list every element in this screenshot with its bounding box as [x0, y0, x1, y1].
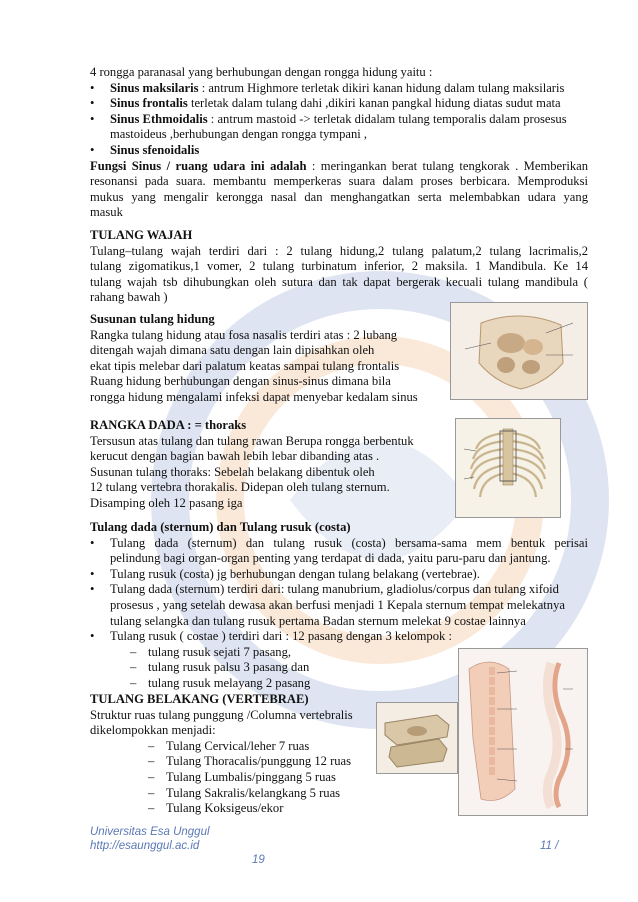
section-heading: TULANG WAJAH: [90, 228, 193, 242]
vertebra-illustration: [377, 703, 457, 773]
fungsi-line: [90, 159, 588, 175]
footer-page-total: 19: [252, 854, 265, 866]
bullet-mark: •: [90, 96, 95, 111]
bullet-text: Tulang rusuk ( costae ) terdiri dari : 12 pasang dengan 3 kelompok :: [110, 629, 452, 644]
sinus-desc-cont: mastoideus ,berhubungan dengan rongga tympani ,: [110, 127, 368, 142]
thorax-figure: [455, 418, 561, 518]
footer-page-number: 11 /: [540, 840, 559, 852]
dash-mark: –: [148, 785, 155, 800]
fungsi-text: mukus yang mengalir kerongga nasal dan menghangatkan serta melembabkan udara yang: [90, 189, 588, 204]
fungsi-term: Fungsi Sinus / ruang udara ini adalah: [90, 158, 307, 173]
bullet-text: Tulang rusuk (costa) jg berhubungan dengan tulang belakang (vertebrae).: [110, 566, 480, 581]
bullet-mark: •: [90, 535, 95, 550]
list-item: [90, 770, 390, 786]
dash-text: Tulang Lumbalis/pinggang 5 ruas: [166, 769, 336, 784]
dash-mark: –: [148, 769, 155, 784]
paragraph-line: dikelompokkan menjadi:: [90, 723, 216, 738]
paragraph-line: Rangka tulang hidung atau fosa nasalis terdiri atas : 2 lubang: [90, 327, 398, 342]
footer-url[interactable]: http://esaunggul.ac.id: [90, 840, 200, 852]
bullet-text: tulang selangka dan tulang rusuk pertama Badan sternum melekat 9 costae lainnya: [110, 613, 526, 628]
bullet-mark: •: [90, 111, 95, 126]
tulang-wajah-section: [90, 228, 588, 306]
list-item: [90, 536, 588, 567]
dash-mark: –: [130, 660, 137, 675]
paragraph-line: tulang zigomatikus,1 vomer, 2 tulang turbinatum inferior, 2 maksila. 1 Mandibula. Ke 14: [90, 259, 588, 274]
paragraph-line: 12 tulang vertebra thorakalis. Didepan oleh tulang sternum.: [90, 480, 390, 495]
paragraph-line: Tulang–tulang wajah terdiri dari : 2 tulang hidung,2 tulang palatum,2 tulang lacrimalis,2: [90, 243, 588, 258]
list-item: [90, 754, 390, 770]
fungsi-text: masuk: [90, 205, 123, 220]
dash-text: Tulang Cervical/leher 7 ruas: [166, 738, 310, 753]
dash-mark: –: [148, 801, 155, 816]
paragraph-line: kerucut dengan bagian bawah lebih lebar dibanding atas .: [90, 449, 380, 464]
paragraph-line: Tersusun atas tulang dan tulang rawan Berupa rongga berbentuk: [90, 433, 414, 448]
list-item: [90, 143, 588, 159]
sinus-term: Sinus maksilaris: [110, 80, 199, 95]
spinal-column-illustration: [459, 649, 587, 815]
bullet-mark: •: [90, 80, 95, 95]
dash-mark: –: [148, 738, 155, 753]
list-item: [90, 739, 390, 755]
bullet-text: pelindung bagi organ-organ penting yang terdapat di dada, yaitu paru-paru dan jantung.: [110, 551, 551, 566]
fungsi-text: resonansi pada suara. membantu memperkeras suara dalam proses berbicara. Memproduksi: [90, 174, 588, 189]
tulang-hidung-section: [90, 312, 450, 406]
ribcage-illustration: [456, 419, 560, 517]
bullet-text: Tulang dada (sternum) dan tulang rusuk (costa) bersama-sama mem bentuk perisai: [110, 535, 588, 550]
list-item: [90, 112, 588, 143]
paragraph-line: ditengah wajah dimana satu dengan lain dipisahkan oleh: [90, 343, 375, 358]
section-heading: Susunan tulang hidung: [90, 312, 215, 326]
section-heading: RANGKA DADA : = thoraks: [90, 418, 247, 432]
dash-text: tulang rusuk melayang 2 pasang: [148, 675, 311, 690]
bullet-text: prosesus , yang setelah dewasa akan berfusi menjadi 1 Kepala sternum tempat melekatnya: [110, 597, 565, 612]
sinus-desc: : antrum mastoid -> terletak didalam tulang temporalis dalam prosesus: [207, 111, 567, 126]
list-item: [90, 96, 588, 112]
fungsi-text: : meringankan berat tulang tengkorak . Memberikan: [306, 158, 589, 173]
tulang-belakang-section: [90, 692, 390, 817]
section-heading: Tulang dada (sternum) dan Tulang rusuk (costa): [90, 520, 351, 534]
list-item: [90, 567, 588, 583]
sinus-term: Sinus Ethmoidalis: [110, 111, 208, 126]
sinus-desc: : antrum Highmore terletak dikiri kanan hidung dalam tulang maksilaris: [198, 80, 565, 95]
paragraph-line: Disamping oleh 12 pasang iga: [90, 495, 243, 510]
dash-text: tulang rusuk sejati 7 pasang,: [148, 644, 292, 659]
bullet-mark: •: [90, 566, 95, 581]
sinus-desc: terletak dalam tulang dahi ,dikiri kanan pangkal hidung diatas sudut mata: [187, 96, 561, 111]
paranasal-section: [90, 65, 588, 221]
list-item: [90, 582, 588, 629]
rangka-dada-section: [90, 418, 450, 512]
paragraph-line: Struktur ruas tulang punggung /Columna vertebralis: [90, 707, 353, 722]
section-heading: TULANG BELAKANG (VERTEBRAE): [90, 692, 309, 706]
list-item: [90, 81, 588, 97]
bullet-mark: •: [90, 629, 95, 644]
paragraph-line: tulang wajah tsb dihubungkan oleh sutura dan tak dapat bergerak kecuali tulang mandibula (: [90, 274, 588, 289]
dash-text: tulang rusuk palsu 3 pasang dan: [148, 660, 310, 675]
dash-mark: –: [148, 754, 155, 769]
dash-text: Tulang Koksigeus/ekor: [166, 801, 284, 816]
dash-mark: –: [130, 644, 137, 659]
bullet-text: Tulang dada (sternum) terdiri dari: tulang manubrium, gladiolus/corpus dan tulang xifoid: [110, 582, 559, 597]
nasal-sinus-figure: [450, 302, 588, 400]
dash-mark: –: [130, 675, 137, 690]
paragraph-line: rongga hidung mengalami infeksi dapat menyebar kedalam sinus: [90, 389, 418, 404]
paranasal-intro: 4 rongga paranasal yang berhubungan dengan rongga hidung yaitu :: [90, 65, 433, 79]
footer-university: Universitas Esa Unggul: [90, 826, 210, 838]
paragraph-line: rahang bawah ): [90, 290, 168, 305]
list-item: [90, 801, 390, 817]
sinus-term: Sinus frontalis: [110, 96, 188, 111]
paragraph-line: Susunan tulang thoraks: Sebelah belakang dibentuk oleh: [90, 464, 375, 479]
bullet-mark: •: [90, 582, 95, 597]
list-item: [90, 629, 588, 645]
sinus-term: Sinus sfenoidalis: [110, 142, 200, 157]
paragraph-line: ekat tipis melebar dari palatum keatas sampai tulang frontalis: [90, 358, 400, 373]
dash-text: Tulang Thoracalis/punggung 12 ruas: [166, 754, 352, 769]
bullet-mark: •: [90, 142, 95, 157]
spine-figure: [458, 648, 588, 816]
skull-sinus-illustration: [451, 303, 587, 399]
vertebra-segment-figure: [376, 702, 458, 774]
list-item: [90, 786, 390, 802]
paragraph-line: Ruang hidung berhubungan dengan sinus-sinus dimana bila: [90, 374, 391, 389]
dash-text: Tulang Sakralis/kelangkang 5 ruas: [166, 785, 341, 800]
